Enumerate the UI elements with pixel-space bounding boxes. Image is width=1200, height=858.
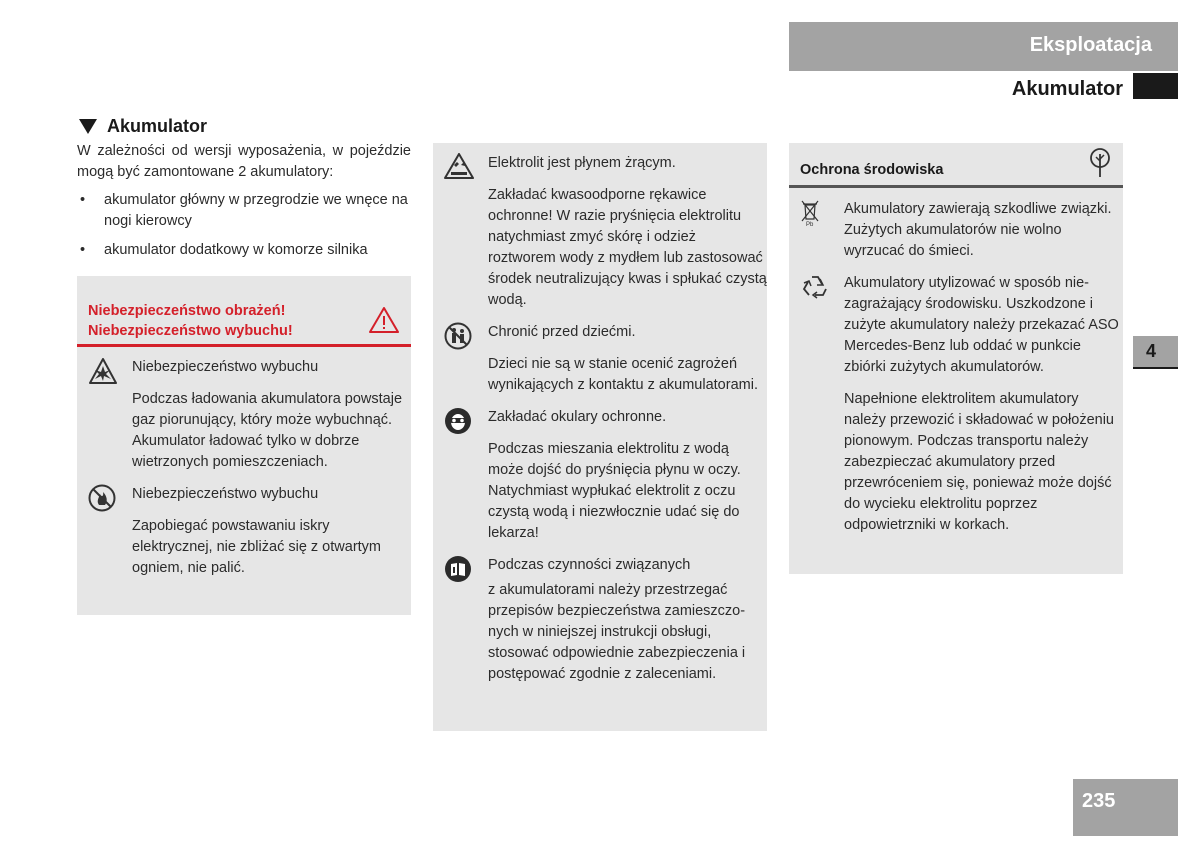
item-text: Podczas mieszania elektrolitu z wodą może dojść do pryśnięcia płynu w oczy. Natychmiast wypłukać elektrolit z oczu czystą wodą i niezwłocznie udać się do lekarza! <box>488 441 741 541</box>
danger-item <box>77 484 411 579</box>
section-heading <box>77 116 411 137</box>
list-item: • akumulator dodatkowy w komorze silnika <box>77 240 411 261</box>
environment-box <box>789 143 1123 574</box>
item-text: Podczas ładowania akumulatora powstaje gaz piorunujący, który może wybuchnąć. Akumulator ładować tylko w dobrze wietrzonych pomieszczeniach. <box>132 391 403 470</box>
item-title: Zakładać okulary ochronne. <box>488 409 667 425</box>
keep-away-children-icon <box>444 322 472 350</box>
danger-box <box>77 276 411 615</box>
safety-goggles-icon <box>444 407 472 435</box>
safety-item <box>433 153 767 311</box>
safety-item <box>433 322 767 396</box>
environment-item <box>789 273 1123 536</box>
item-text: Napełnione elektrolitem akumulatory należy przewozić i składować w położeniu pionowym. Podczas transportu należy zabezpieczać akumulatory przed przewróceniem się, ponieważ może dojść do wycieku elektrolitu poprzez odpowietrzniki w korkach. <box>844 391 1114 533</box>
item-title: Niebezpieczeństwo wybuchu <box>132 486 319 502</box>
triangle-down-icon <box>79 119 97 134</box>
crossed-bin-icon <box>800 199 820 227</box>
item-text: Zakładać kwasoodporne rękawice ochronne! W razie pryśnięcia elektrolitu natychmiast zmyć skórę i odzież roztworem wody z mydłem lub zastosować środek neutralizujący kwas i spłukać czystą wodą. <box>488 187 767 308</box>
intro-section <box>77 116 411 269</box>
danger-heading <box>77 276 411 347</box>
danger-line-2: Niebezpieczeństwo wybuchu! <box>88 323 293 339</box>
item-title: Podczas czynności związanych <box>488 557 691 573</box>
pb-label: Pb <box>806 222 814 227</box>
environment-heading <box>789 143 1123 188</box>
bullet-list <box>77 190 411 261</box>
item-text: z akumulatorami należy przestrzegać przepisów bezpieczeństwa zamieszczonych w niniejszej instrukcji obsługi, stosować odpowiednie zabezpieczenia i postępować zgodnie z zaleceniami. <box>488 582 746 682</box>
item-text: Akumulatory utylizować w sposób niezagrażający środowisku. Uszkodzone i zużyte akumulatory należy przekazać ASO Mercedes-Benz lub oddać w punkcie zbiórki zużytych akumulatorów. <box>844 275 1119 375</box>
safety-item <box>433 407 767 544</box>
corrosive-icon <box>444 153 474 179</box>
chapter-tab: 4 <box>1133 336 1178 369</box>
chapter-title: Eksploatacja <box>1029 34 1152 56</box>
danger-item <box>77 357 411 473</box>
explosion-icon <box>88 357 118 385</box>
no-fire-icon <box>88 484 116 512</box>
read-manual-icon <box>444 555 472 583</box>
section-title: Akumulator <box>1011 78 1123 100</box>
header-marker <box>1133 73 1178 99</box>
item-text: Akumulatory zawierają szkodliwe związki. Zużytych akumulatorów nie wolno wyrzucać do śmieci. <box>844 201 1112 259</box>
item-text: Dzieci nie są w stanie ocenić zagrożeń wynikających z kontaktu z akumulatorami. <box>488 356 758 393</box>
danger-line-1: Niebezpieczeństwo obrażeń! <box>88 303 286 319</box>
recycle-icon <box>800 273 830 301</box>
page-number: 235 <box>1073 779 1178 836</box>
item-title: Niebezpieczeństwo wybuchu <box>132 359 319 375</box>
intro-text: W zależności od wersji wyposażenia, w pojeździe mogą być zamontowane 2 akumulatory: <box>77 143 411 180</box>
section-heading-text: Akumulator <box>107 116 208 136</box>
list-item: • akumulator główny w przegrodzie we wnęce na nogi kierowcy <box>77 190 411 232</box>
environment-item <box>789 199 1123 262</box>
header-bar <box>789 22 1178 71</box>
battery-safety-box <box>433 143 767 731</box>
safety-item <box>433 555 767 685</box>
environment-heading-text: Ochrona środowiska <box>800 162 944 178</box>
warning-triangle-icon <box>368 306 400 334</box>
item-title: Elektrolit jest płynem żrącym. <box>488 155 676 171</box>
tree-icon <box>1089 148 1111 178</box>
item-text: Zapobiegać powstawaniu iskry elektrycznej, nie zbliżać się z otwartym ogniem, nie palić. <box>132 518 381 576</box>
item-title: Chronić przed dziećmi. <box>488 324 636 340</box>
